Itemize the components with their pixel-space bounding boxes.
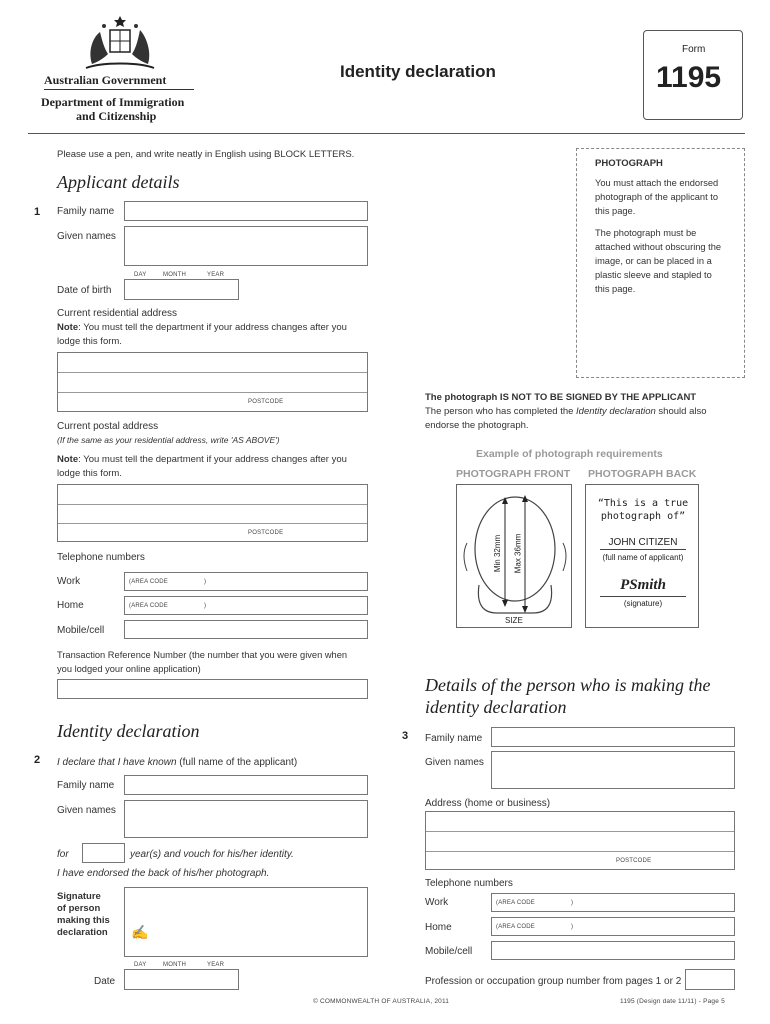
postal-address-label: Current postal address xyxy=(57,421,159,432)
header xyxy=(0,0,770,135)
profession-label: Profession or occupation group number from pages 1 or 2 xyxy=(425,976,682,987)
design-date: 1195 (Design date 11/11) - Page 5 xyxy=(620,998,725,1005)
dob-day-label: DAY xyxy=(134,272,147,278)
trn-input[interactable] xyxy=(57,679,368,699)
photo-front-example xyxy=(456,484,572,628)
d-address-input[interactable] xyxy=(425,811,735,870)
endorse-note-2: endorse the photograph. xyxy=(425,420,529,431)
given-names-input[interactable] xyxy=(124,226,368,266)
phone-numbers-label: Telephone numbers xyxy=(57,552,145,563)
example-title: Example of photograph requirements xyxy=(476,448,663,460)
dob-input[interactable] xyxy=(124,279,239,300)
given-names-label: Given names xyxy=(57,231,116,242)
d-work-label: Work xyxy=(425,897,449,908)
trn-label: Transaction Reference Number (the number that you were given when you lodged your online application) xyxy=(57,650,348,674)
work-area-code: (AREA CODE xyxy=(129,579,169,585)
decl-given-names-label: Given names xyxy=(57,805,116,816)
dob-year-label: YEAR xyxy=(207,272,225,278)
d-mobile-label: Mobile/cell xyxy=(425,946,473,957)
d-family-name-input[interactable] xyxy=(491,727,735,747)
mobile-input[interactable] xyxy=(124,620,368,639)
d-address-label: Address (home or business) xyxy=(425,798,551,809)
res-postcode-label: POSTCODE xyxy=(248,399,284,405)
res-address-note xyxy=(57,321,377,349)
form-number-box xyxy=(643,30,743,120)
signature-label: Signature of person making this declaration xyxy=(57,891,110,938)
pen-icon: ✍ xyxy=(131,924,149,940)
d-mobile-input[interactable] xyxy=(491,941,735,960)
d-home-label: Home xyxy=(425,922,452,933)
note-text-2: : You must tell the department if your address changes after you xyxy=(78,454,347,465)
date-input[interactable] xyxy=(124,969,239,990)
years-input[interactable] xyxy=(82,843,125,863)
note-text2-2: lodge this form. xyxy=(57,468,122,479)
citizen-name: JOHN CITIZEN xyxy=(608,537,678,548)
date-label: Date xyxy=(94,976,116,987)
header-divider xyxy=(28,133,745,134)
years-label: year(s) and vouch for his/her identity. xyxy=(130,849,294,860)
form-number: 1195 xyxy=(656,61,722,94)
note-text: : You must tell the department if your address changes after you xyxy=(78,322,347,333)
dept-line1: Department of Immigration xyxy=(41,95,185,109)
d-given-names-label: Given names xyxy=(425,757,484,768)
coat-of-arms-logo xyxy=(82,14,158,72)
applicant-heading: Applicant details xyxy=(57,172,180,192)
work-phone-label: Work xyxy=(57,576,81,587)
d-work-area-code: (AREA CODE xyxy=(496,900,536,906)
signature-caption: (signature) xyxy=(623,599,663,608)
section-1-number: 1 xyxy=(34,206,41,218)
home-phone-label: Home xyxy=(57,600,84,611)
section-2-number: 2 xyxy=(34,754,41,766)
endorse-note: The person who has completed the Identity declaration should also xyxy=(425,406,707,417)
photo-para-2: The photograph must be attached without obscuring the image, or can be placed in a plastic sleeve and stapled to this page. xyxy=(595,228,722,294)
date-year-label: YEAR xyxy=(207,962,225,968)
postal-address-input[interactable] xyxy=(57,484,368,542)
d-given-names-input[interactable] xyxy=(491,751,735,789)
size-label: SIZE xyxy=(505,616,523,625)
d-home-area-close: ) xyxy=(571,924,574,930)
max-size-label: Max 36mm xyxy=(513,533,523,574)
decl-family-name-input[interactable] xyxy=(124,775,368,795)
copyright: © COMMONWEALTH OF AUSTRALIA, 2011 xyxy=(313,998,450,1005)
declare-text: I declare that I have known (full name of the applicant) xyxy=(57,757,298,768)
form-label: Form xyxy=(682,44,706,55)
instructions: Please use a pen, and write neatly in English using BLOCK LETTERS. xyxy=(57,149,355,160)
photo-para-1: You must attach the endorsed photograph of the applicant to this page. xyxy=(595,178,719,216)
work-area-close: ) xyxy=(204,579,207,585)
home-area-code: (AREA CODE xyxy=(129,603,169,609)
photo-front-label: PHOTOGRAPH FRONT xyxy=(456,468,571,480)
note-bold: Note xyxy=(57,322,79,333)
true-photo-text: “This is a true photograph of” xyxy=(597,498,689,522)
form-title: Identity declaration xyxy=(340,62,496,81)
d-family-name-label: Family name xyxy=(425,733,483,744)
header-rule xyxy=(44,89,194,90)
d-work-area-close: ) xyxy=(571,900,574,906)
decl-family-name-label: Family name xyxy=(57,780,115,791)
not-signed-note: The photograph IS NOT TO BE SIGNED BY THE APPLICANT xyxy=(425,392,697,403)
dob-month-label: MONTH xyxy=(163,272,186,278)
min-size-label: Min 32mm xyxy=(493,534,503,573)
d-phone-numbers-label: Telephone numbers xyxy=(425,878,513,889)
postal-hint: (If the same as your residential address, write 'AS ABOVE') xyxy=(57,435,280,445)
gov-name: Australian Government xyxy=(44,73,167,87)
mobile-label: Mobile/cell xyxy=(57,625,105,636)
declarant-heading: Details of the person who is making the identity declaration xyxy=(425,675,711,717)
dob-label: Date of birth xyxy=(57,285,112,296)
decl-given-names-input[interactable] xyxy=(124,800,368,838)
family-name-input[interactable] xyxy=(124,201,368,221)
d-postcode-label: POSTCODE xyxy=(616,858,652,864)
res-address-label: Current residential address xyxy=(57,308,178,319)
profession-input[interactable] xyxy=(685,969,735,990)
photo-back-label: PHOTOGRAPH BACK xyxy=(588,468,697,480)
note-bold-2: Note xyxy=(57,454,79,465)
endorsed-label: I have endorsed the back of his/her photograph. xyxy=(57,868,270,879)
res-address-input[interactable] xyxy=(57,352,368,412)
d-home-area-code: (AREA CODE xyxy=(496,924,536,930)
home-area-close: ) xyxy=(204,603,207,609)
declaration-heading: Identity declaration xyxy=(57,721,200,741)
for-label: for xyxy=(57,849,69,860)
section-3-number: 3 xyxy=(402,730,409,742)
dept-line2: and Citizenship xyxy=(76,109,157,123)
photo-title: PHOTOGRAPH xyxy=(595,158,663,169)
postal-note xyxy=(57,453,377,481)
full-name-caption: (full name of applicant) xyxy=(602,553,684,562)
photo-back-example xyxy=(585,484,699,628)
date-day-label: DAY xyxy=(134,962,147,968)
signature-sample: PSmith xyxy=(620,577,666,593)
date-month-label: MONTH xyxy=(163,962,186,968)
family-name-label: Family name xyxy=(57,206,115,217)
postal-postcode-label: POSTCODE xyxy=(248,530,284,536)
note-text2: lodge this form. xyxy=(57,336,122,347)
signature-input[interactable] xyxy=(124,887,368,957)
